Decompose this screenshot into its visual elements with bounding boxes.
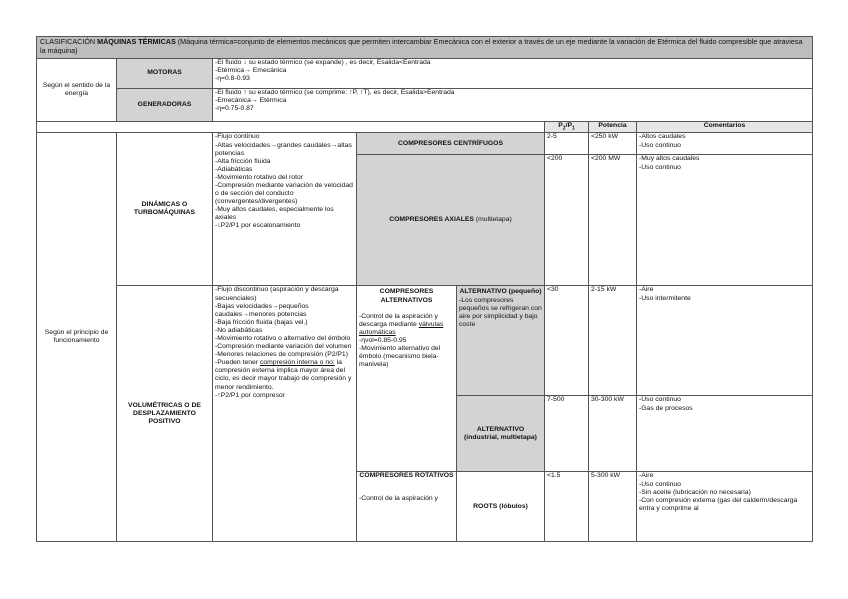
- title-bold: MÁQUINAS TÉRMICAS: [97, 37, 176, 46]
- centrifugos-label: COMPRESORES CENTRÍFUGOS: [357, 133, 545, 155]
- header-blank: [37, 122, 545, 133]
- centrifugos-comentarios: -Altos caudales -Uso continuo: [637, 133, 813, 155]
- rotativos-cell: [357, 472, 457, 542]
- motoras-label: MOTORAS: [117, 59, 213, 89]
- alternativos-label: COMPRESORES ALTERNATIVOS: [379, 288, 434, 304]
- alt-pequeno-cell: [457, 286, 545, 396]
- axiales-label: COMPRESORES AXIALES (multietapa): [357, 155, 545, 286]
- axiales-comentarios: -Muy altos caudales -Uso continuo: [637, 155, 813, 286]
- funcionamiento-label: Según el principio de funcionamiento: [37, 133, 117, 542]
- table-title: CLASIFICACIÓN MÁQUINAS TÉRMICAS (Máquina térmica=conjunto de elementos mecánicos que permiten intercambiar Emecánica con el exterior a través de un eje mediante la variación de Etérmica del fluido compresible que atraviesa la máquina): [37, 37, 813, 59]
- axiales-ratio: <200: [545, 155, 589, 286]
- dinamicas-desc: -Flujo continuo -Altas velocidades→grandes caudales→altas potencias -Alta fricción fluida -Adiabáticas -Movimiento rotativo del rotor -Compresión mediante variación de velocidad o de sección del conducto (convergentes/divergentes) -Muy altos caudales, especialmente los axiales -↓P2/P1 por escalonamiento: [213, 133, 357, 286]
- rotativos-label: COMPRESORES ROTATIVOS: [359, 472, 454, 480]
- centrifugos-ratio: 2-5: [545, 133, 589, 155]
- roots-comentarios: -Aire -Uso continuo -Sin aceite (lubricación no necesaria) -Con compresión externa (gas del calderín/descarga entra y comprime al: [637, 472, 813, 542]
- alternativos-desc: -Control de la aspiración y descarga mediante válvulas automáticas: [359, 312, 444, 336]
- classification-table: [36, 36, 813, 542]
- volumetricas-label: VOLUMÉTRICAS O DE DESPLAZAMIENTO POSITIVO: [117, 286, 213, 542]
- alt-industrial-label: ALTERNATIVO (industrial, multietapa): [457, 396, 545, 472]
- generadoras-desc: -El fluido ↑ su estado térmico (se comprime: ↑P, ↑T), es decir, Esalida>Eentrada -Emecánica→ Etérmica -η=0.75-0.87: [213, 89, 813, 122]
- alt-industrial-comentarios: -Uso continuo -Gas de procesos: [637, 396, 813, 472]
- motoras-desc: -El fluido ↓ su estado térmico (se expande) , es decir, Esalida<Eentrada -Etérmica→ Emecánica -η=0.8-0.93: [213, 59, 813, 89]
- header-potencia: Potencia: [589, 122, 637, 133]
- centrifugos-potencia: <250 kW: [589, 133, 637, 155]
- energia-label: Según el sentido de la energía: [37, 59, 117, 122]
- roots-potencia: 5-300 kW: [589, 472, 637, 542]
- alt-industrial-ratio: 7-500: [545, 396, 589, 472]
- axiales-potencia: <200 MW: [589, 155, 637, 286]
- roots-ratio: <1.5: [545, 472, 589, 542]
- alt-pequeno-desc: -Los compresores pequeños se refrigeran con aire por simplicidad y bajo coste: [459, 296, 542, 328]
- alt-pequeno-label: ALTERNATIVO (pequeño): [459, 288, 542, 296]
- roots-label: ROOTS (lóbulos): [457, 472, 545, 542]
- volumetricas-desc: -Flujo discontinuo (aspiración y descarga secuenciales) -Bajas velocidades→pequeños caudales→menores potencias -Baja fricción fluida (bajas vel.) -No adiabáticas -Movimiento rotativo o alternativo del émbolo -Compresión mediante variación del volumen -Menores relaciones de compresión (P2/P1) -Pueden tener compresión interna o no: la compresión externa implica mayor área del ciclo, es decir mayor trabajo de compresión y menor rendimiento. -↑P2/P1 por compresor: [213, 286, 357, 542]
- header-comentarios: Comentarios: [637, 122, 813, 133]
- alternativos-cell: COMPRESORES ALTERNATIVOS -Control de la aspiración y descarga mediante válvulas automáticas -ηvol=0.85-0.95 -Movimiento alternativo del émbolo (mecanismo biela-manivela): [357, 286, 457, 472]
- generadoras-label: GENERADORAS: [117, 89, 213, 122]
- alt-pequeno-comentarios: -Aire -Uso intermitente: [637, 286, 813, 396]
- alt-pequeno-potencia: 2-15 kW: [589, 286, 637, 396]
- header-ratio: $P_2/P_1$: [545, 122, 589, 133]
- alt-industrial-potencia: 30-300 kW: [589, 396, 637, 472]
- alt-pequeno-ratio: <30: [545, 286, 589, 396]
- dinamicas-label: DINÁMICAS O TURBOMÁQUINAS: [117, 133, 213, 286]
- classification-sheet: [36, 36, 812, 542]
- rotativos-desc: -Control de la aspiración y: [359, 494, 438, 502]
